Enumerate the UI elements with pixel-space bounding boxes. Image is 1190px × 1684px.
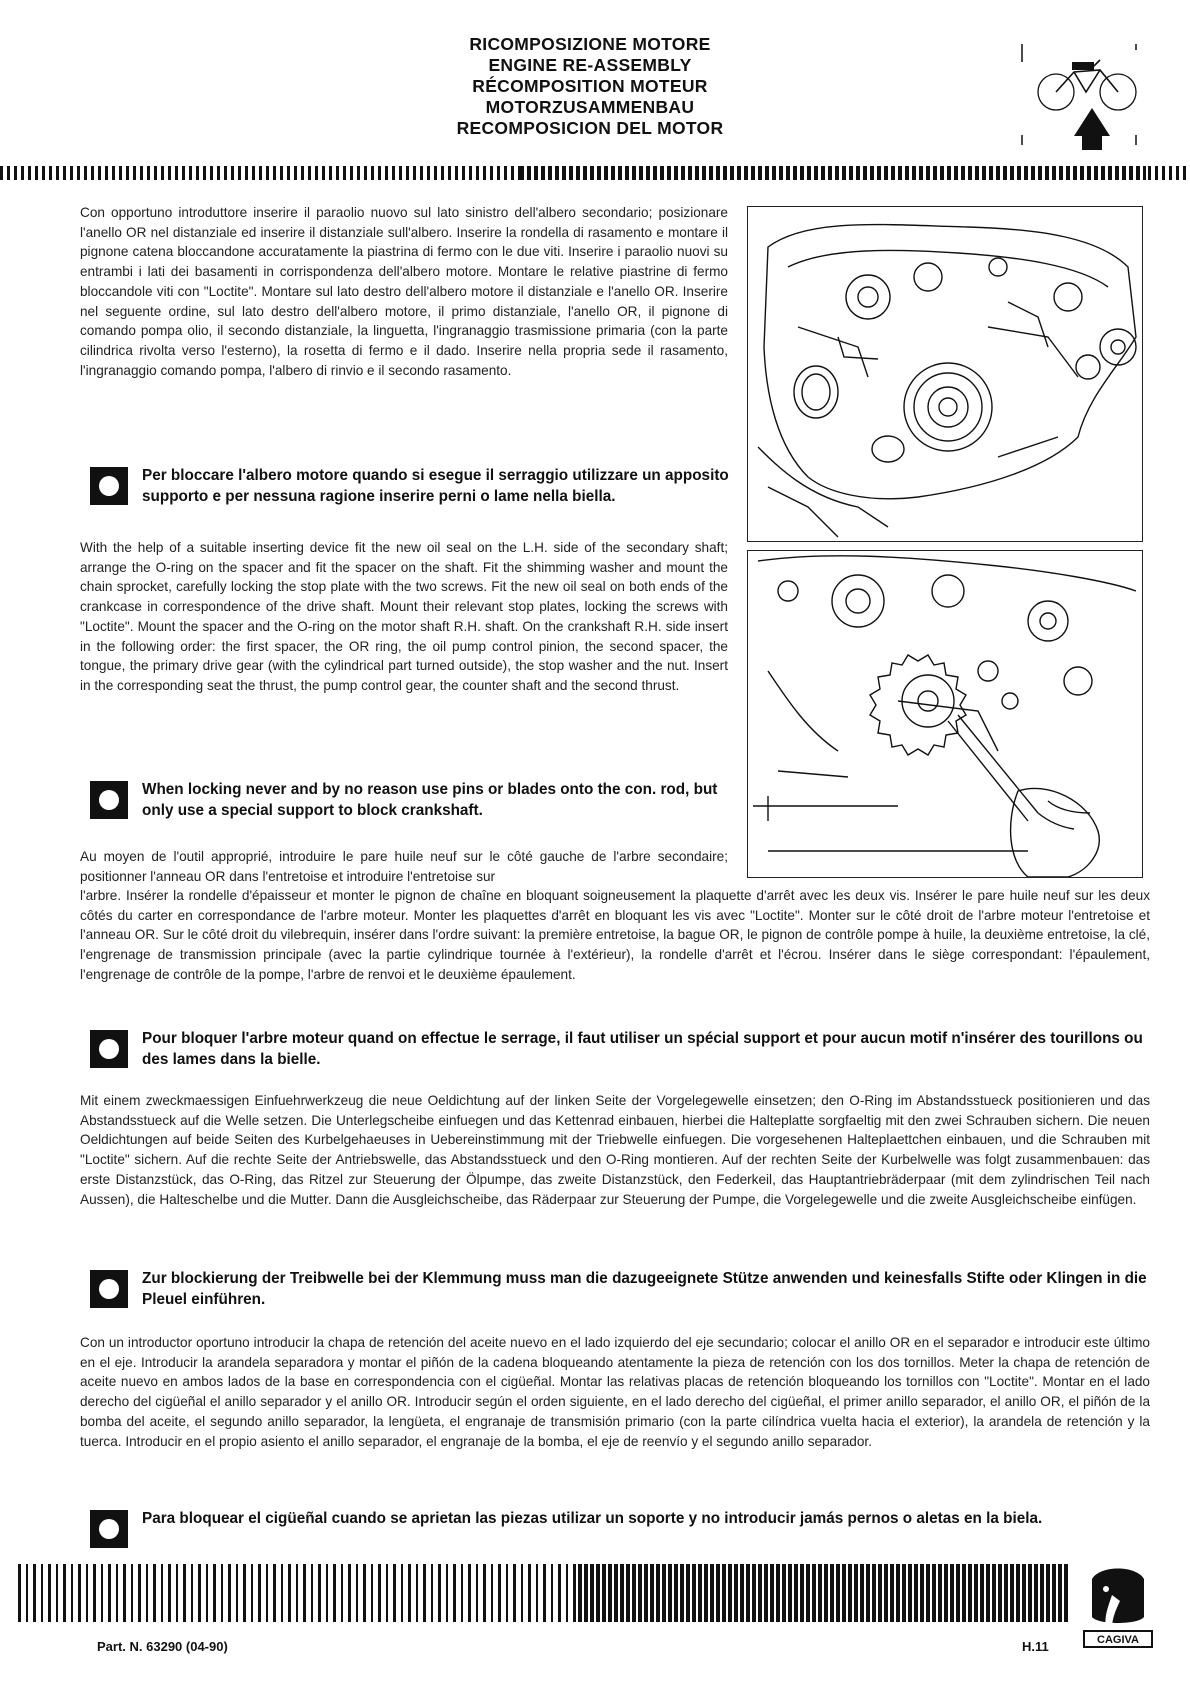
german-warning-text: Zur blockierung der Treibwelle bei der Klemmung muss man die dazugeeignete Stütze anwenden und keinesfalls Stifte oder Klingen in die Pleuel einführen. [142, 1270, 1147, 1308]
title-italian: RICOMPOSIZIONE MOTORE [469, 34, 711, 54]
italian-instructions: Con opportuno introduttore inserire il paraolio nuovo sul lato sinistro dell'albero secondario; posizionare l'anello OR nel distanziale ed inserire il distanziale sull'albero. Inserire la rondella di rasamento e montare il pignone catena bloccandone accuratamente la piastrina di fermo con le due viti. Inserire i paraolio nuovi su entrambi i lati dei basamenti in corrispondenza dell'albero motore. Montare le relative piastrine di fermo bloccandole viti con "Loctite". Montare sul lato destro dell'albero motore il distanziale e l'anello OR. Inserire nel seguente ordine, sul lato destro dell'albero motore, il primo distanziale, l'anello OR, il pignone di comando pompa olio, il secondo distanziale, la linguetta, l'ingranaggio trasmissione primaria (con la parte cilindrica rivolta verso l'esterno), la rosetta di fermo e il dado. Inserire nella propria sede il rasamento, l'ingranaggio comando pompa, l'albero di rinvio e il secondo rasamento. [80, 205, 728, 378]
warning-bullet-icon [90, 781, 128, 819]
crankshaft-locking-figure [747, 550, 1143, 878]
french-warning-text: Pour bloquer l'arbre moteur quand on effectue le serrage, il faut utiliser un spécial support et pour aucun motif n'insérer des tourillons ou des lames dans la bielle. [142, 1030, 1143, 1068]
footer-barcode-stripe [18, 1564, 1068, 1622]
english-instructions: With the help of a suitable inserting device fit the new oil seal on the L.H. side of the secondary shaft; arrange the O-ring on the spacer and fit the spacer on the shaft. Fit the shimming washer and mount the chain sprocket, carefully locking the stop plate with the two screws. Fit the new oil seal on both ends of the crankcase in correspondence of the drive shaft. Mount their relevant stop plates, locking the screws with "Loctite". Mount the spacer and the O-ring on the motor shaft R.H. shaft. On the crankshaft R.H. side insert in the following order: the first spacer, the OR ring, the oil pump control pinion, the second spacer, the tongue, the primary drive gear (with the cylindrical part turned outside), the stop washer and the nut. Insert in the corresponding seat the thrust, the pump control gear, the counter shaft and the second thrust. [80, 540, 728, 693]
engine-crankcase-figure [747, 206, 1143, 542]
warning-bullet-icon [90, 467, 128, 505]
german-instructions: Mit einem zweckmaessigen Einfuehrwerkzeug die neue Oeldichtung auf der linken Seite der Vorgelegewelle einsetzen; den O-Ring im Abstandsstueck positionieren und das Abstandsstueck auf die Welle setzen. Die Unterlegscheibe einfuegen und das Kettenrad einbauen, hierbei die Halteplatte sorgfaeltig mit den zwei Schrauben sichern. Die neuen Oeldichtungen auf beide Seiten des Kurbelgehaeuses in Uebereinstimmung mit der Triebwelle einfuegen. Die vorgesehenen Halteplaettchen einbauen, und die Schrauben mit "Loctite" sichern. Auf die rechte Seite der Antriebswelle, das Abstandsstueck und den O-Ring montieren. Auf der rechten Seite der Kurbelwelle was folgt zusammenbauen: das erste Distanzstück, das O-Ring, das Ritzel zur Steuerung der Ölpumpe, das zweite Distanzstück, den Federkeil, das Hauptantriebräderpaar (mit dem zylindrischen Teil nach Aussen), die Halteschelbe und die Mutter. Dann die Ausgleichscheibe, das Räderpaar zur Steuerung der Pumpe, die Vorgelegewelle und die zweite Ausgleichscheibe einfügen. [80, 1093, 1150, 1207]
warning-bullet-icon [90, 1270, 128, 1308]
brand-wordmark: CAGIVA [1097, 1634, 1139, 1646]
spanish-instructions: Con un introductor oportuno introducir la chapa de retención del aceite nuevo en el lado izquierdo del eje secundario; colocar el anillo OR en el separador e introducir este último en el eje. Introducir la arandela separadora y montar el piñón de la cadena bloqueando atentamente la pieza de retención con los dos tornillos. Meter la chapa de retención de aceite nuevo en ambos lados de la base en correspondencia con el cigüeñal. Montar las relativas placas de retención bloqueando los tornillos con "Loctite". Montar en el lado derecho del cigüeñal el anillo separador y el anillo OR. Introducir según el orden siguiente, en el lado derecho del cigüeñal, el primer anillo separador, el anillo OR, el piñón de la bomba del aceite, el segundo anillo separador, la lengüeta, el engranaje de transmisión primario (con la parte cilíndrica vuelta hacia el exterior), la arandela de retención y la tuerca. Introducir en el propio asiento el anillo separador, el engranaje de la bomba, el eje de reenvío y el segundo anillo separador. [80, 1335, 1150, 1449]
motorcycle-section-icon [1020, 40, 1155, 160]
cagiva-logo [1078, 1561, 1158, 1651]
page-number: H.11 [1022, 1639, 1049, 1654]
title-french: RÉCOMPOSITION MOTEUR [472, 76, 708, 96]
french-instructions-part2: l'arbre. Insérer la rondelle d'épaisseur et monter le pignon de chaîne en bloquant soigneusement la plaquette d'arrêt avec les deux vis. Insérer le pare huile neuf sur les deux côtés du carter en correspondance de l'arbre moteur. Monter les plaquettes d'arrêt en bloquant les vis avec "Loctite". Monter sur le côté droit de l'arbre moteur l'entretoise et l'anneau OR. Sur le côté droit du vilebrequin, insérer dans l'ordre suivant: la première entretoise, la bague OR, le pignon de contrôle pompe à huile, la deuxième entretoise, la clé, l'engrenage de transmission principale (avec la partie cylindrique tournée à l'extérieur), la rondelle d'arrêt et l'écrou. Insérer dans le siège correspondant: l'épaulement, l'engrenage de contrôle de la pompe, l'arbre de renvoi et le deuxième épaulement. [80, 888, 1150, 982]
title-german: MOTORZUSAMMENBAU [485, 97, 695, 117]
english-warning-note [90, 779, 730, 821]
spanish-warning-note [90, 1508, 1150, 1548]
french-warning-note [90, 1028, 1150, 1070]
title-spanish: RECOMPOSICION DEL MOTOR [456, 118, 724, 138]
spanish-warning-text: Para bloquear el cigüeñal cuando se aprietan las piezas utilizar un soporte y no introducir jamás pernos o aletas en la biela. [142, 1510, 1043, 1527]
italian-warning-note [90, 465, 730, 507]
italian-warning-text: Per bloccare l'albero motore quando si esegue il serraggio utilizzare un apposito supporto e per nessuna ragione inserire perni o lame nella biella. [142, 467, 729, 505]
part-number: Part. N. 63290 (04-90) [97, 1639, 228, 1654]
page-title-block [380, 34, 800, 139]
warning-bullet-icon [90, 1510, 128, 1548]
title-english: ENGINE RE-ASSEMBLY [488, 55, 692, 75]
french-instructions-part1: Au moyen de l'outil approprié, introduire le pare huile neuf sur le côté gauche de l'arbre secondaire; positionner l'anneau OR dans l'entretoise et introduire l'entretoise sur [80, 849, 728, 884]
warning-bullet-icon [90, 1030, 128, 1068]
english-warning-text: When locking never and by no reason use pins or blades onto the con. rod, but only use a special support to block crankshaft. [142, 781, 718, 819]
german-warning-note [90, 1268, 1150, 1310]
header-divider-stripe [0, 166, 1190, 180]
